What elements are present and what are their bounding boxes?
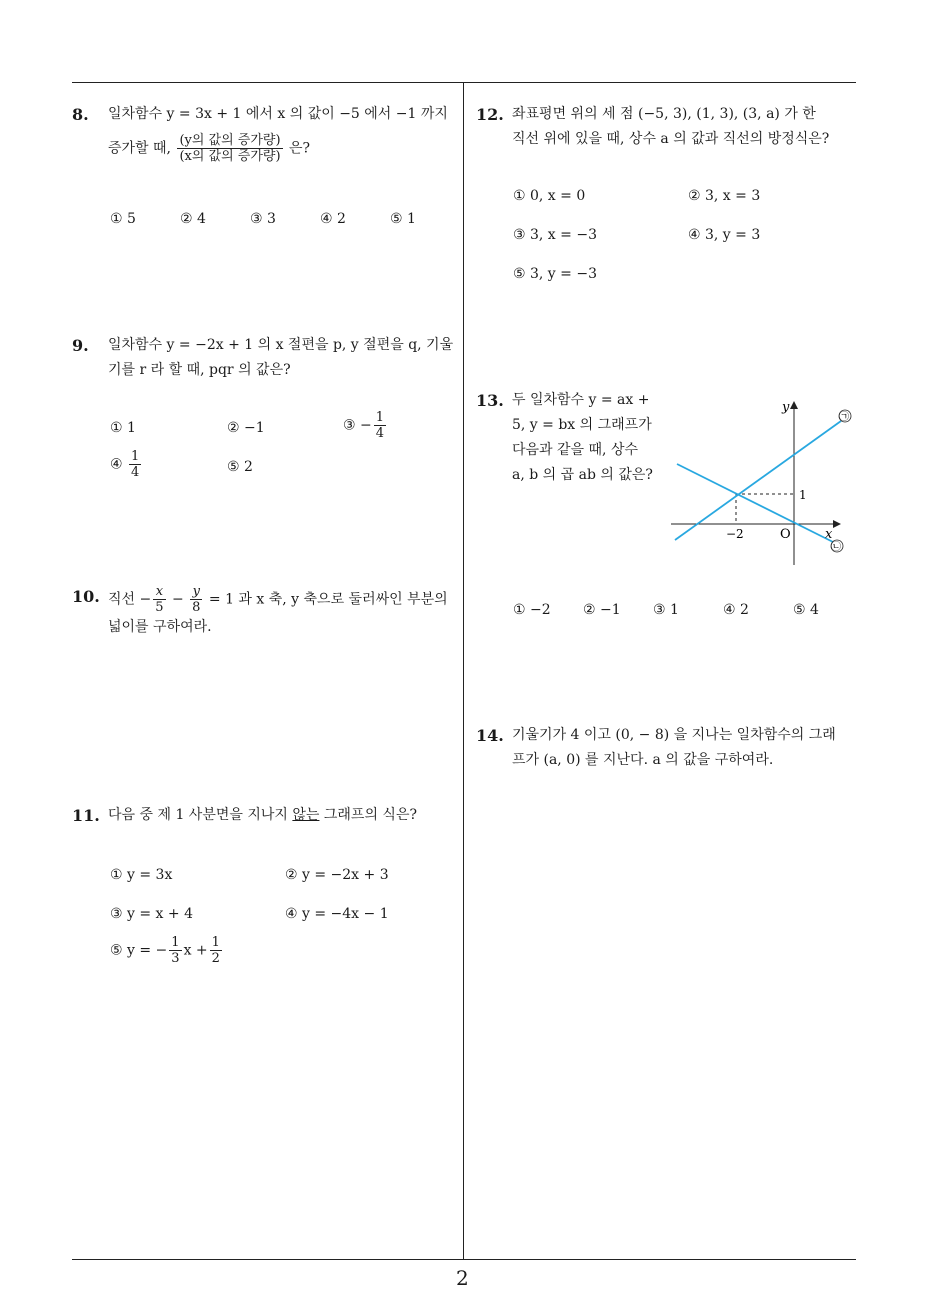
line-suffix: = 1 과 x 축, y 축으로 둘러싸인 부분의 <box>208 591 448 608</box>
choice-2[interactable]: ② 3, x = 3 <box>688 188 761 204</box>
fraction-denominator: 2 <box>211 951 220 966</box>
fraction-numerator: 1 <box>171 935 180 950</box>
question-line-2: 기를 r 라 할 때, pqr 의 값은? <box>108 362 291 378</box>
choice-1[interactable]: ① y = 3x <box>110 867 173 883</box>
page-number: 2 <box>456 1266 469 1290</box>
line-part-a: 다음 중 제 1 사분면을 지나지 <box>108 807 293 823</box>
choice-1[interactable]: ① 1 <box>110 420 136 436</box>
choice-2[interactable]: ② 4 <box>180 211 206 227</box>
one-half-fraction <box>210 935 222 966</box>
question-line-1: 일차함수 y = −2x + 1 의 x 절편을 p, y 절편을 q, 기울 <box>108 337 454 353</box>
choice-1[interactable]: ① 0, x = 0 <box>513 188 586 204</box>
x-axis-arrow-icon <box>833 520 841 528</box>
fraction-denominator: 4 <box>375 426 385 441</box>
fraction-denominator: 4 <box>131 465 140 480</box>
choice-4[interactable]: ④ 2 <box>320 211 346 227</box>
x-over-5-fraction <box>153 584 165 615</box>
question-text <box>512 102 829 152</box>
fraction-numerator: y <box>190 584 202 600</box>
choice-5[interactable]: ⑤ 3, y = −3 <box>513 266 597 282</box>
question-number: 8. <box>72 105 89 124</box>
choice-1[interactable]: ① 5 <box>110 211 136 227</box>
question-line-2: 프가 (a, 0) 를 지난다. a 의 값을 구하여라. <box>512 752 774 768</box>
y-axis-label: y <box>782 400 790 415</box>
fraction-numerator: (y의 값의 증가량) <box>179 133 281 148</box>
choice-prefix: ⑤ y = − <box>110 942 168 959</box>
question-text <box>512 388 653 488</box>
question-line-2: 직선 위에 있을 때, 상수 a 의 값과 직선의 방정식은? <box>512 131 830 147</box>
bottom-rule <box>72 1259 856 1260</box>
choice-2[interactable]: ② −1 <box>227 420 265 436</box>
choice-prefix: ④ <box>110 456 123 473</box>
choice-5[interactable]: ⑤ 2 <box>227 459 253 475</box>
choice-3[interactable]: ③ 3, x = −3 <box>513 227 597 243</box>
question-line-3: 다음과 같을 때, 상수 <box>512 442 638 458</box>
question-line-1 <box>108 584 448 615</box>
graph-line-1 <box>675 421 841 540</box>
choice-3[interactable]: ③ y = x + 4 <box>110 906 193 922</box>
choice-middle: x + <box>183 942 208 959</box>
minus-sign: − <box>171 591 184 608</box>
choice-4[interactable]: ④ 3, y = 3 <box>688 227 761 243</box>
choice-prefix: ③ − <box>343 417 372 434</box>
question-text <box>108 333 453 383</box>
choice-3[interactable]: ③ 3 <box>250 211 276 227</box>
choice-3[interactable]: ③ 1 <box>653 602 679 618</box>
fraction-denominator: 3 <box>171 951 180 966</box>
question-number: 12. <box>476 105 504 124</box>
question-text <box>108 584 448 640</box>
fraction-denominator: 5 <box>155 600 164 615</box>
choice-5[interactable]: ⑤ 4 <box>793 602 819 618</box>
q13-graph <box>665 395 855 570</box>
column-divider <box>463 82 464 1260</box>
choice-2[interactable]: ② y = −2x + 3 <box>285 867 389 883</box>
x-axis-label: x <box>825 527 833 542</box>
question-line-2 <box>108 133 448 164</box>
x-tick-label: −2 <box>726 527 744 541</box>
choice-1[interactable]: ① −2 <box>513 602 551 618</box>
increase-ratio-fraction <box>177 133 282 164</box>
y-over-8-fraction <box>190 584 202 615</box>
question-text <box>512 723 836 773</box>
fraction-numerator: 1 <box>375 410 385 425</box>
graph-line-2 <box>677 464 833 542</box>
one-third-fraction <box>169 935 181 966</box>
question-number: 10. <box>72 587 100 606</box>
question-number: 14. <box>476 726 504 745</box>
y-axis-arrow-icon <box>790 401 798 409</box>
choice-4[interactable]: ④ 2 <box>723 602 749 618</box>
question-number: 9. <box>72 336 89 355</box>
choice-fraction <box>129 449 141 480</box>
fraction-numerator: x <box>153 584 165 600</box>
choice-3[interactable] <box>343 410 388 441</box>
choice-4[interactable]: ④ y = −4x − 1 <box>285 906 389 922</box>
question-number: 11. <box>72 806 100 825</box>
underlined-word: 않는 <box>292 807 320 823</box>
question-text <box>108 102 448 164</box>
question-number: 13. <box>476 391 504 410</box>
origin-label: O <box>780 527 791 542</box>
question-line-1: 좌표평면 위의 세 점 (−5, 3), (1, 3), (3, a) 가 한 <box>512 106 816 122</box>
question-line-1: 기울기가 4 이고 (0, − 8) 을 지나는 일차함수의 그래 <box>512 727 836 743</box>
line-prefix: 증가할 때, <box>108 140 171 157</box>
fraction-denominator: (x의 값의 증가량) <box>179 149 281 164</box>
question-line-2: 5, y = bx 의 그래프가 <box>512 417 652 433</box>
question-text <box>108 803 417 828</box>
line-suffix: 은? <box>289 140 311 157</box>
choice-2[interactable]: ② −1 <box>583 602 621 618</box>
question-line-1: 일차함수 y = 3x + 1 에서 x 의 값이 −5 에서 −1 까지 <box>108 106 448 122</box>
question-line-2: 넓이를 구하여라. <box>108 619 212 635</box>
fraction-numerator: 1 <box>131 449 140 464</box>
question-line-1: 두 일차함수 y = ax + <box>512 392 650 408</box>
line-prefix: 직선 − <box>108 591 152 608</box>
line-part-b: 그래프의 식은? <box>319 807 417 823</box>
fraction-numerator: 1 <box>211 935 220 950</box>
question-line-4: a, b 의 곱 ab 의 값은? <box>512 467 653 483</box>
choice-4[interactable] <box>110 449 143 480</box>
choice-5[interactable]: ⑤ 1 <box>390 211 416 227</box>
choice-5[interactable] <box>110 935 224 966</box>
y-tick-label: 1 <box>799 488 807 502</box>
top-rule <box>72 82 856 83</box>
choice-fraction <box>374 410 386 441</box>
line-2-label: ㉡ <box>831 542 841 553</box>
fraction-denominator: 8 <box>192 600 201 615</box>
line-1-label: ㉠ <box>839 412 849 423</box>
